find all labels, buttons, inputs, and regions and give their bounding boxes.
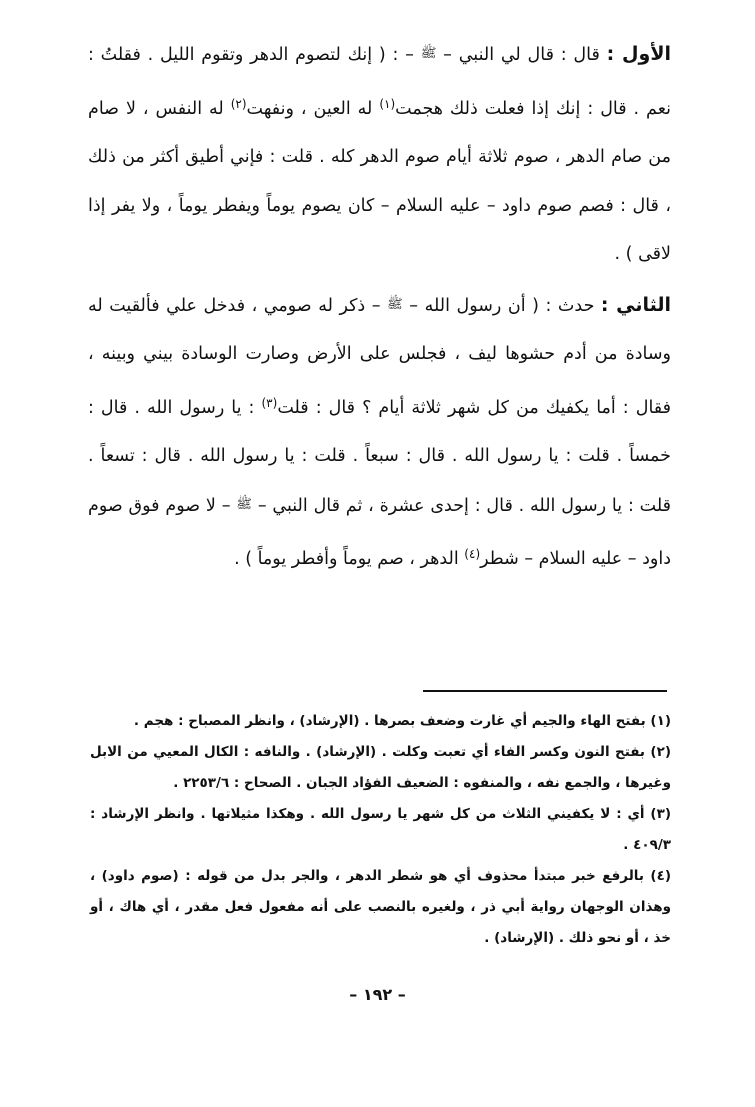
footnote-2: (٢) بفتح النون وكسر الفاء أي تعبت وكلت . (الإرشاد) . والنافه : الكال المعيي من الابل وغيرها ، والجمع نفه ، والمنفوه : الضعيف الفؤاد الجبان . الصحاح : ٢٢٥٣/٦ . xyxy=(90,744,671,791)
salutation-glyph: ﷺ xyxy=(387,296,403,312)
footnote-3: (٣) أي : لا يكفيني الثلاث من كل شهر يا رسول الله . وهكذا مثيلاتها . وانظر الإرشاد : ٤٠٩/٣ . xyxy=(90,806,671,853)
footnotes xyxy=(90,706,671,954)
footnote-ref-3: (٣) xyxy=(261,395,278,410)
paragraph-text: حدث : ( أن رسول الله – xyxy=(402,295,595,316)
paragraph-text: الدهر ، صم يوماً وأفطر يوماً ) . xyxy=(234,549,465,569)
footnote-separator xyxy=(423,690,667,692)
paragraph-first xyxy=(88,30,671,279)
paragraph-lead-first: الأول : xyxy=(606,43,671,65)
paragraph-text: – : ( إنك لتصوم الدهر وتقوم الليل . فقلتُ : نعم . قال : إنك إذا فعلت ذلك هجمت xyxy=(88,45,672,119)
paragraph-text: له العين ، ونفهت xyxy=(246,98,380,119)
paragraph-text: : يا رسول الله . قال : خمساً . قلت : يا رسول الله . قال : سبعاً . قلت : يا رسول الله . قال : تسعاً . قلت : يا رسول الله . قال : إحدى عشرة ، ثم قال النبي – xyxy=(88,397,671,516)
salutation-glyph: ﷺ xyxy=(236,496,253,512)
main-text xyxy=(88,30,671,584)
footnote-ref-4: (٤) xyxy=(464,547,481,561)
footnote-ref-2: (٢) xyxy=(230,96,247,111)
paragraph-text: – لا صوم فوق صوم داود – عليه السلام – شطر xyxy=(88,495,671,569)
paragraph-text: – ذكر له صومي ، فدخل علي فألقيت له وسادة من أدم حشوها ليف ، فجلس على الأرض وصارت الوسادة بيني وبينه ، فقال : أما يكفيك من كل شهر ثلاثة أيام ؟ قال : قلت xyxy=(88,295,671,418)
footnote-ref-1: (١) xyxy=(379,96,396,111)
paragraph-text: له النفس ، لا صام من صام الدهر ، صوم ثلاثة أيام صوم الدهر كله . قلت : فإني أطيق أكثر من ذلك ، قال : فصم صوم داود – عليه السلام – كان يصوم يوماً ويفطر يوماً ، ولا يفر إذا لاقى ) . xyxy=(88,98,671,264)
salutation-glyph: ﷺ xyxy=(420,46,437,61)
page-number: – ١٩٢ – xyxy=(349,985,406,1004)
footnote-1: (١) بفتح الهاء والجيم أي غارت وضعف بصرها . (الإرشاد) ، وانظر المصباح : هجم . xyxy=(133,713,671,729)
paragraph-second xyxy=(88,281,671,584)
paragraph-lead-second: الثاني : xyxy=(600,293,671,316)
paragraph-text: قال : قال لي النبي – xyxy=(436,45,600,65)
footnote-4: (٤) بالرفع خبر مبتدأ محذوف أي هو شطر الدهر ، والجر بدل من قوله : (صوم داود) ، وهذان الوجهان رواية أبي ذر ، ولغيره بالنصب على أنه مفعول فعل مقدر ، أي هاك ، أو خذ ، أو نحو ذلك . (الإرشاد) . xyxy=(90,868,671,946)
